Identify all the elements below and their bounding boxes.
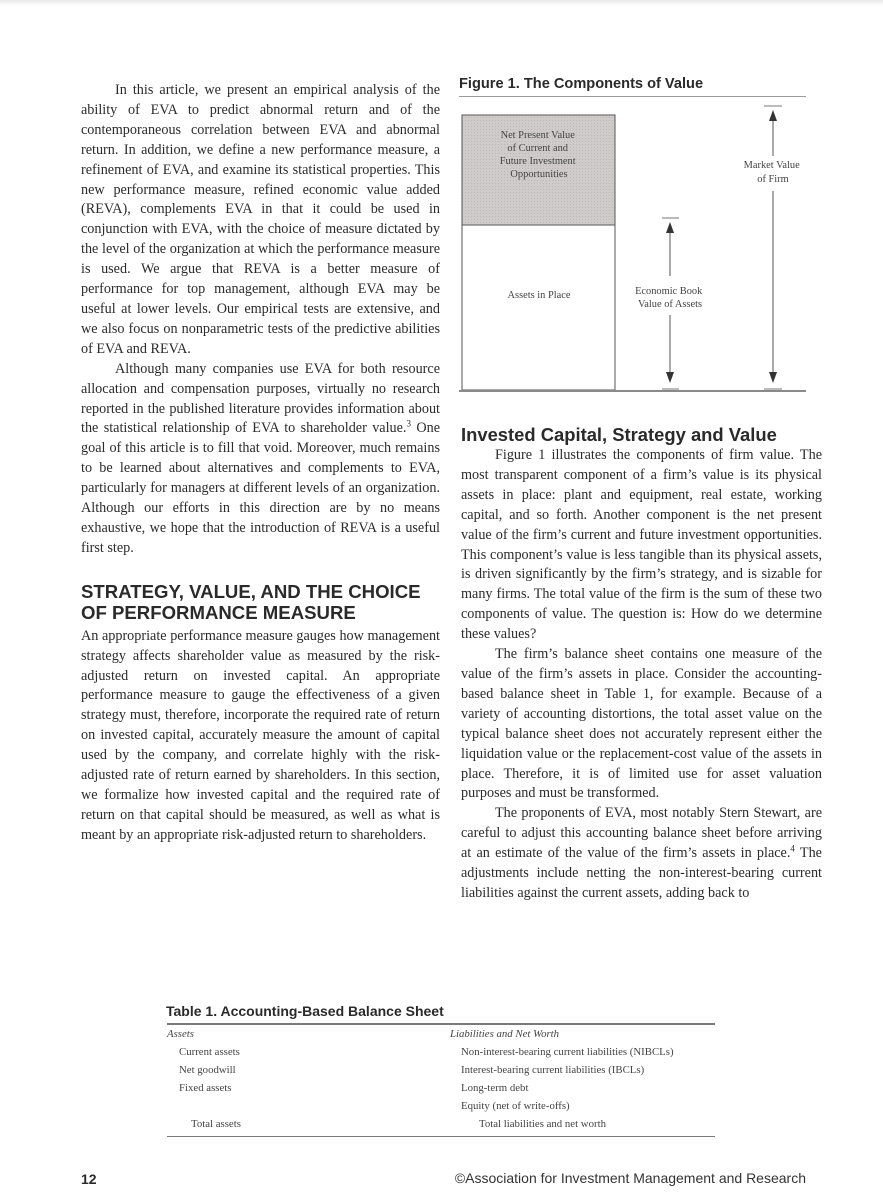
book-value-label: Economic Book Value of Assets [635, 286, 703, 310]
assets-in-place-block [462, 225, 615, 390]
page-number: 12 [81, 1171, 97, 1187]
figure-title: Figure 1. The Components of Value [459, 76, 704, 92]
footnote-ref-4[interactable]: 4 [790, 843, 795, 854]
table-title: Table 1. Accounting-Based Balance Sheet [166, 1003, 444, 1019]
total-liabilities: Total liabilities and net worth [479, 1117, 606, 1130]
npv-label: Net Present Value of Current and Future Investment Opportunities [499, 130, 576, 180]
market-value-label: Market Value of Firm [743, 160, 800, 185]
table-row: Fixed assets Long-term debt [179, 1081, 529, 1094]
paragraph-intro: In this article, we present an empirical analysis of the ability of EVA to predict abnormal return and of the contemporaneous correlation between EVA and abnormal return. In addition, we define a new performance measure, a refinement of EVA, and examine its statistical properties. This new performance measure, refined economic value added (REVA), complements EVA in that it could be used in conjunction with EVA, with the choice of measure dictated by the level of the organization at which the performance measure is used. We argue that REVA is a better measure of performance for top management, although EVA may be useful at lower levels. Our empirical tests are extensive, and we also focus on nonparametric tests of the predictive abilities of EVA and REVA. [81, 82, 440, 357]
right-column [461, 446, 822, 904]
scan-top-shadow [0, 0, 883, 6]
section-heading: STRATEGY, VALUE, AND THE CHOICE OF PERFORMANCE MEASURE [81, 580, 421, 623]
arrow-down-icon [666, 372, 674, 383]
balance-sheet-table [167, 1025, 715, 1133]
liabilities-header: Liabilities and Net Worth [450, 1027, 560, 1040]
paragraph-balance-sheet: The firm’s balance sheet contains one measure of the value of the firm’s assets in place. Consider the accounting-based balance sheet in Table 1, for example. Because of a variety of accounting distortions, the total asset value on the typical balance sheet does not accurately represent either the liquidation value or the replacement-cost value of the assets in place. Therefore, it is of limited use for asset valuation purposes and must be transformed. [461, 646, 822, 802]
components-of-value-figure [455, 98, 815, 390]
balance-sheet-table-block [165, 1003, 715, 1137]
copyright-notice: ©Association for Investment Management and Research [454, 1170, 806, 1186]
assets-header: Assets [167, 1027, 194, 1040]
arrow-up-icon [666, 222, 674, 233]
table-bottom-rule [167, 1136, 715, 1138]
figure-title-rule [459, 96, 806, 97]
table-total-row [167, 1115, 715, 1133]
table-row: Current assets Non-interest-bearing current liabilities (NIBCLs) [179, 1045, 674, 1058]
paragraph-research-gap: Although many companies use EVA for both resource allocation and compensation purposes, virtually no research reported in the published literature provides information about the statistical relationship of EVA to shareholder value.$^3$ One goal of this article is to fill that void. Moreover, much remains to be learned about alternatives and complements to EVA, particularly for managers at different levels of an organization. Although our efforts in this direction are by no means exhaustive, we hope that the introduction of REVA is a useful first step. [81, 360, 440, 556]
arrow-up-icon [769, 110, 777, 121]
table-header-row [167, 1025, 715, 1043]
table-row: Equity (net of write-offs) [461, 1099, 570, 1112]
table-row: Net goodwill Interest-bearing current liabilities (IBCLs) [179, 1063, 645, 1076]
paragraph-figure-explanation: Figure 1 illustrates the components of firm value. The most transparent component of a firm’s value is its physical assets in place: plant and equipment, real estate, working capital, and so forth. Another component is the net present value of the firm’s current and future investment opportunities. This component’s value is less tangible than its physical assets, is driven significantly by the firm’s strategy, and is sizable for many firms. The total value of the firm is the sum of these two components of value. The question is: How do we determine these values? [461, 447, 822, 643]
total-assets: Total assets [191, 1117, 241, 1130]
subsection-heading: Invested Capital, Strategy and Value [461, 424, 777, 445]
paragraph-eva-adjustments: The proponents of EVA, most notably Stern Stewart, are careful to adjust this accounting balance sheet before arriving at an estimate of the value of the firm’s assets in place.$^4$ The adjustments include netting the non-interest-bearing current liabilities against the current assets, adding back to [461, 805, 822, 901]
figure-bottom-rule [459, 390, 806, 392]
assets-in-place-label: Assets in Place [507, 290, 571, 301]
left-column [81, 81, 440, 846]
footnote-ref-3[interactable]: 3 [406, 418, 411, 429]
arrow-down-icon [769, 372, 777, 383]
paragraph-section-intro: An appropriate performance measure gauges how management strategy affects shareholder value as measured by the risk-adjusted return on invested capital. An appropriate performance measure to gauge the effectiveness of a given strategy must, therefore, incorporate the required rate of return on invested capital, accurately measure the amount of capital used by the company, and correlate highly with the risk-adjusted rate of return earned by shareholders. In this section, we formalize how invested capital and the required rate of return on that capital should be measured, as well as what is meant by an appropriate risk-adjusted return to shareholders. [81, 627, 440, 843]
